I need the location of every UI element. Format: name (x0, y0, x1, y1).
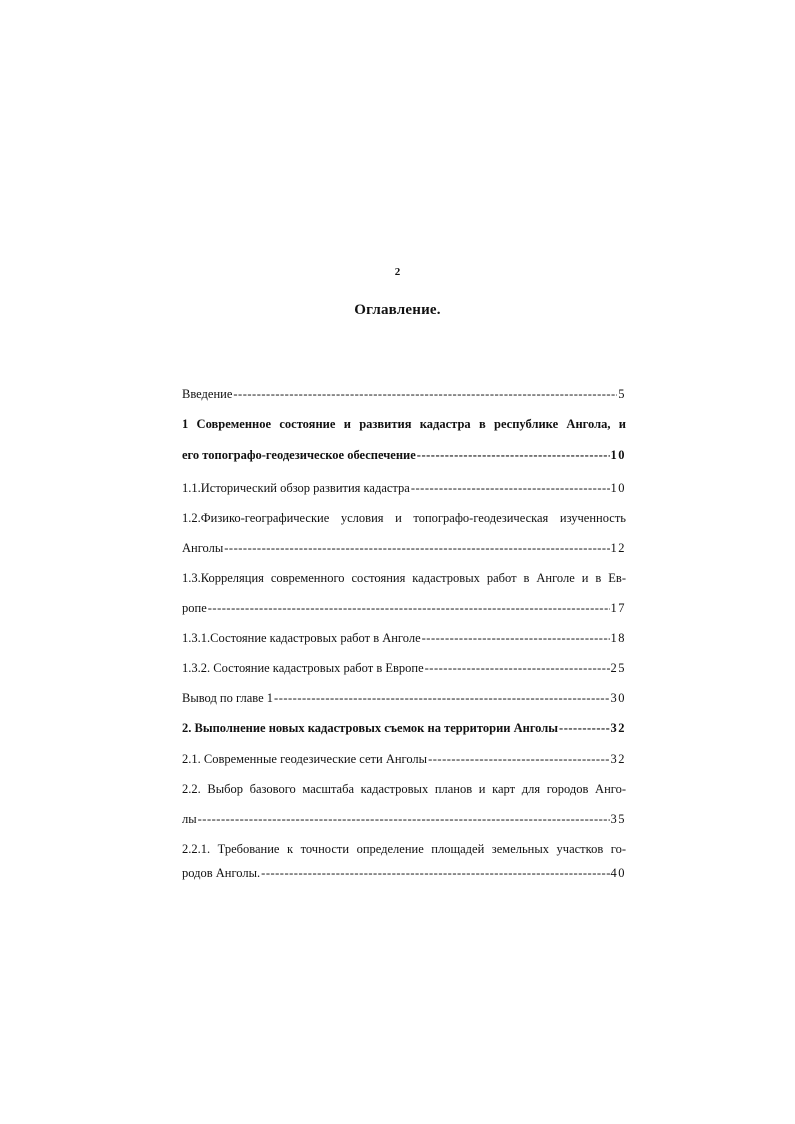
toc-entry-page: 18 (610, 631, 626, 645)
toc-line (182, 446, 626, 464)
toc-leader-dashes (261, 864, 609, 882)
toc-title: Оглавление. (354, 302, 441, 318)
toc-line (182, 659, 626, 677)
toc-line (182, 385, 626, 403)
toc-entry-page: 40 (610, 866, 626, 880)
toc-leader-dashes (233, 385, 617, 403)
toc-leader-dashes (274, 689, 609, 707)
toc-entry-text: 1.3.2. Состояние кадастровых работ в Европе (182, 661, 424, 675)
toc-entry-page: 17 (610, 601, 626, 615)
toc-entry-text: 1.2.Физико-географические условия и топографо-геодезическая изученность (182, 511, 626, 525)
toc-line (182, 689, 626, 707)
toc-leader-dashes (417, 446, 610, 464)
toc-entry-text: Анголы (182, 541, 224, 555)
toc-entry-page: 25 (610, 661, 626, 675)
toc-entry-text: Вывод по главе 1 (182, 691, 274, 705)
toc-line (182, 864, 626, 882)
toc-entry-text: 1.3.1.Состояние кадастровых работ в Анголе (182, 631, 421, 645)
toc-entry-text: 1.3.Корреляция современного состояния кадастровых работ в Анголе и в Ев- (182, 571, 626, 585)
toc-leader-dashes (428, 750, 609, 768)
toc-line (182, 539, 626, 557)
toc-entry-page: 5 (618, 387, 626, 401)
toc-line (182, 629, 626, 647)
toc-line (182, 810, 626, 828)
toc-entry-text: его топографо-геодезическое обеспечение (182, 448, 416, 462)
toc-entry-text: Введение (182, 387, 233, 401)
toc-entry-text: 1 Современное состояние и развития кадастра в республике Ангола, и (182, 417, 626, 431)
toc-line (182, 599, 626, 617)
toc-line (182, 479, 626, 497)
toc-entry-page: 10 (610, 481, 626, 495)
toc-entry-page: 12 (610, 541, 626, 555)
toc-entry-text: ропе (182, 601, 207, 615)
toc-entry-page: 10 (610, 448, 626, 462)
toc-leader-dashes (208, 599, 610, 617)
toc-entry-page: 32 (610, 752, 626, 766)
toc-entry-text: 2.2.1. Требование к точности определение площадей земельных участков го- (182, 842, 626, 856)
toc-leader-dashes (425, 659, 610, 677)
toc-leader-dashes (198, 810, 610, 828)
toc-line (182, 750, 626, 768)
toc-entry-text: 1.1.Исторический обзор развития кадастра (182, 481, 410, 495)
toc-line (182, 719, 626, 737)
toc-entry-page: 32 (610, 721, 626, 735)
toc-entry-page: 30 (610, 691, 626, 705)
toc-leader-dashes (422, 629, 610, 647)
toc-entry-page: 35 (610, 812, 626, 826)
toc-entry-text: лы (182, 812, 197, 826)
toc-entry-text: 2.1. Современные геодезические сети Анголы (182, 752, 428, 766)
toc-entry-text: 2.2. Выбор базового масштаба кадастровых планов и карт для городов Анго- (182, 782, 626, 796)
toc-entry-text: 2. Выполнение новых кадастровых съемок на территории Анголы (182, 721, 559, 735)
toc-leader-dashes (224, 539, 609, 557)
toc-leader-dashes (411, 479, 610, 497)
page-number: 2 (394, 266, 401, 278)
toc-leader-dashes (559, 719, 609, 737)
toc-entry-text: родов Анголы. (182, 866, 261, 880)
